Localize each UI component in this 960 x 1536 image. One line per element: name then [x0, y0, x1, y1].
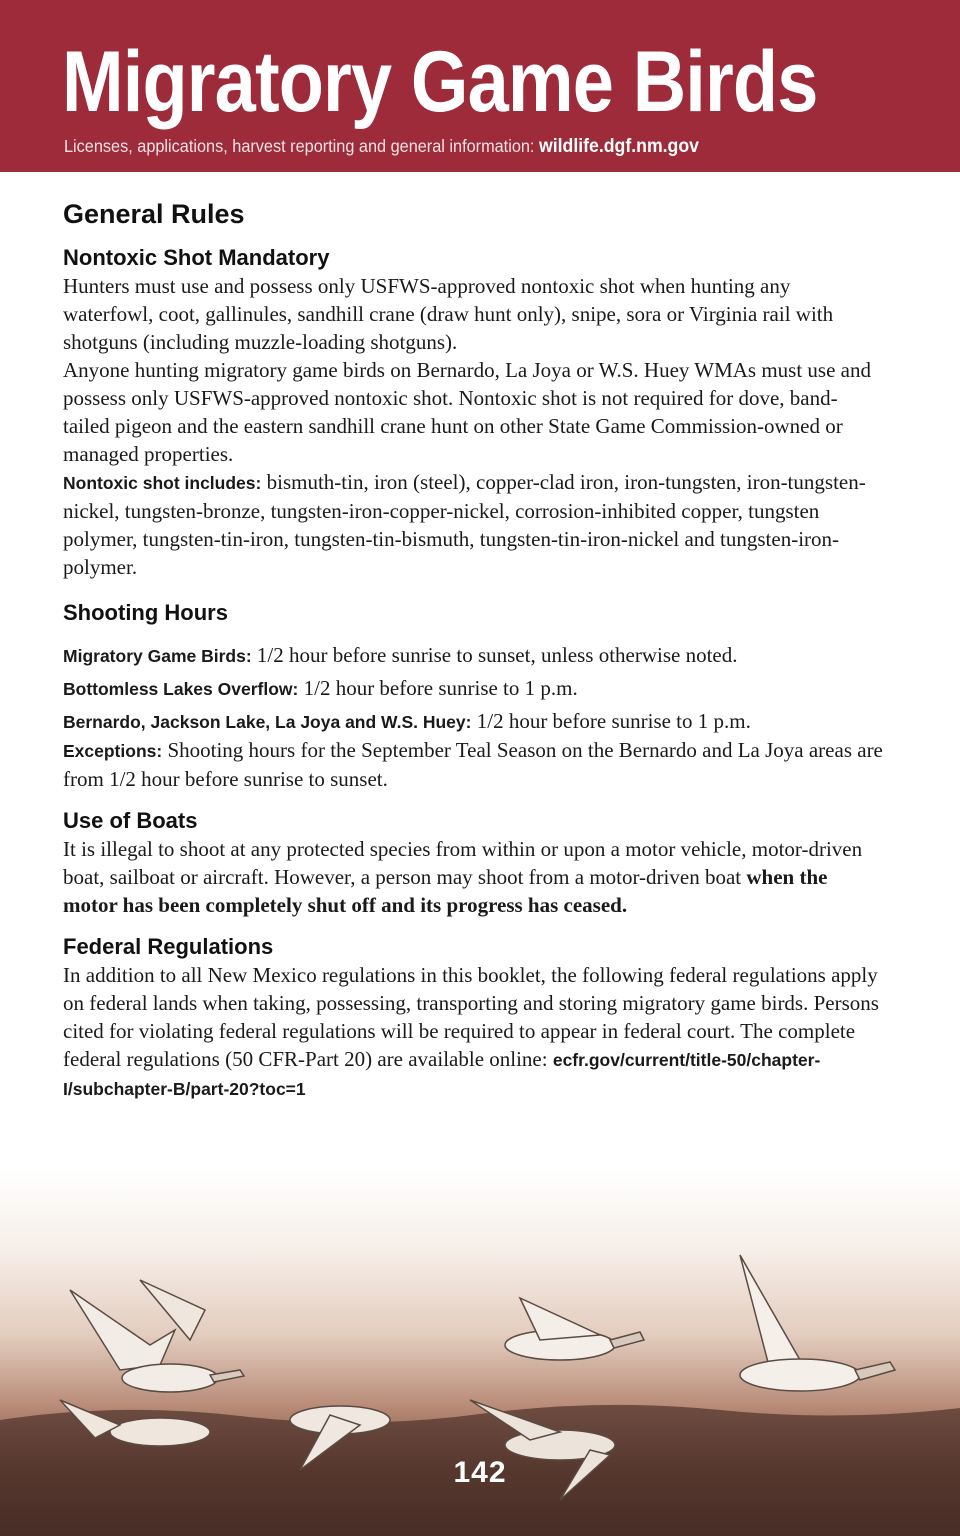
- nontoxic-paragraph-2: Anyone hunting migratory game birds on Bernardo, La Joya or W.S. Huey WMAs must use and possess only USFWS-approved nontoxic shot. Nontoxic shot is not required for dove, band-tailed pigeon and the eastern sandhill crane hunt on other State Game Commission-owned or managed properties.: [63, 358, 871, 466]
- hours-text: 1/2 hour before sunrise to sunset, unless otherwise noted.: [251, 643, 738, 667]
- nontoxic-includes-text: bismuth-tin, iron (steel), copper-clad iron, iron-tungsten, iron-tungsten-nickel, tungsten-bronze, tungsten-iron-copper-nickel, corrosion-inhibited copper, tungsten polymer, tungsten-tin-iron, tungsten-tin-bismuth, tungsten-tin-iron-nickel and tungsten-iron-polymer.: [63, 470, 866, 579]
- federal-paragraph: [63, 961, 883, 1103]
- boats-paragraph: [63, 835, 883, 919]
- nontoxic-heading: Nontoxic Shot Mandatory: [63, 245, 330, 270]
- hours-text: 1/2 hour before sunrise to 1 p.m.: [471, 709, 751, 733]
- federal-link[interactable]: ecfr.gov/current/title-50/chapter-I/subchapter-B/part-20?toc=1: [63, 1050, 821, 1099]
- boats-text: It is illegal to shoot at any protected species from within or upon a motor vehicle, motor-driven boat, sailboat or aircraft. However, a person may shoot from a motor-driven boat: [63, 837, 863, 889]
- header-banner: [0, 0, 960, 172]
- general-rules-heading: General Rules: [63, 199, 245, 229]
- hours-label: Bernardo, Jackson Lake, La Joya and W.S. Huey:: [63, 712, 472, 732]
- hours-label: Bottomless Lakes Overflow:: [63, 679, 299, 699]
- header-subtitle: [64, 136, 699, 158]
- page-title: Migratory Game Birds: [62, 34, 818, 130]
- nontoxic-includes-label: Nontoxic shot includes:: [63, 473, 262, 493]
- hours-label: Migratory Game Birds:: [63, 646, 252, 666]
- main-content: [63, 196, 883, 1103]
- hours-item-exceptions: [63, 736, 883, 793]
- hours-text: Shooting hours for the September Teal Season on the Bernardo and La Joya areas are from 1/2 hour before sunrise to sunset.: [63, 738, 883, 791]
- page-number: 142: [453, 1456, 507, 1489]
- federal-heading: Federal Regulations: [63, 934, 274, 959]
- nontoxic-includes: [63, 468, 883, 581]
- hours-item-migratory: [63, 641, 883, 670]
- nontoxic-paragraph-1: Hunters must use and possess only USFWS-approved nontoxic shot when hunting any waterfowl, coot, gallinules, sandhill crane (draw hunt only), snipe, sora or Virginia rail with shotguns (including muzzle-loading shotguns).: [63, 274, 834, 354]
- boats-heading: Use of Boats: [63, 808, 198, 833]
- federal-text: In addition to all New Mexico regulations in this booklet, the following federal regulations apply on federal lands when taking, possessing, transporting and storing migratory game birds. Persons cited for violating federal regulations will be required to appear in federal court. The complete federal regulations (50 CFR-Part 20) are available online:: [63, 963, 879, 1071]
- hours-item-bottomless: [63, 674, 883, 703]
- hours-text: 1/2 hour before sunrise to 1 p.m.: [298, 676, 578, 700]
- boats-bold-text: when the motor has been completely shut off and its progress has ceased.: [63, 865, 828, 917]
- hours-label: Exceptions:: [63, 741, 163, 761]
- website-link[interactable]: wildlife.dgf.nm.gov: [538, 136, 699, 157]
- hours-item-bernardo: [63, 707, 883, 736]
- shooting-hours-heading: Shooting Hours: [63, 600, 228, 625]
- header-subtitle-text: Licenses, applications, harvest reporting and general information:: [64, 136, 539, 156]
